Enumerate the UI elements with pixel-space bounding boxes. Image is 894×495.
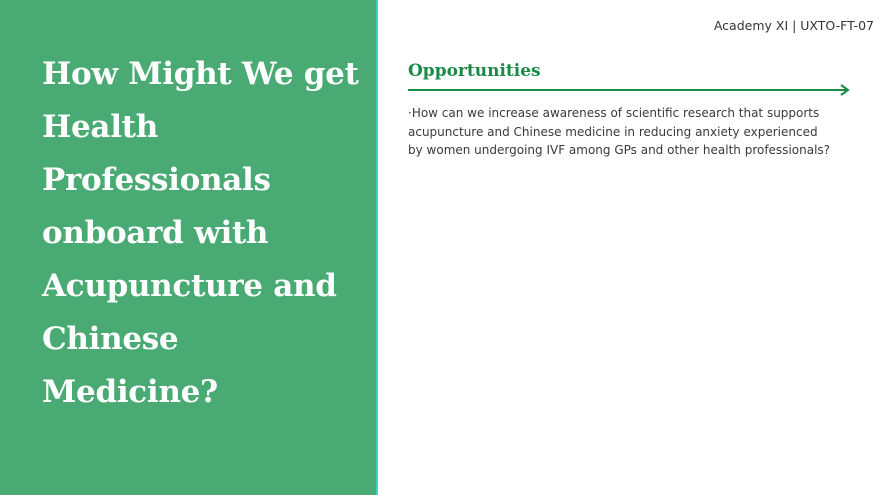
title-panel: [0, 0, 376, 495]
arrow-right-icon: [408, 83, 851, 97]
panel-divider: [376, 0, 378, 495]
org-label: Academy XI | UXTO-FT-07: [713, 18, 874, 33]
section-heading: Opportunities: [408, 61, 541, 81]
hmw-title: How Might We get Health Professionals onboard with Acupuncture and Chinese Medicine?: [42, 56, 359, 410]
opportunity-text: ·How can we increase awareness of scientific research that supports acupuncture and Chinese medicine in reducing anxiety experienced by women undergoing IVF among GPs and other health professionals?: [408, 106, 831, 157]
